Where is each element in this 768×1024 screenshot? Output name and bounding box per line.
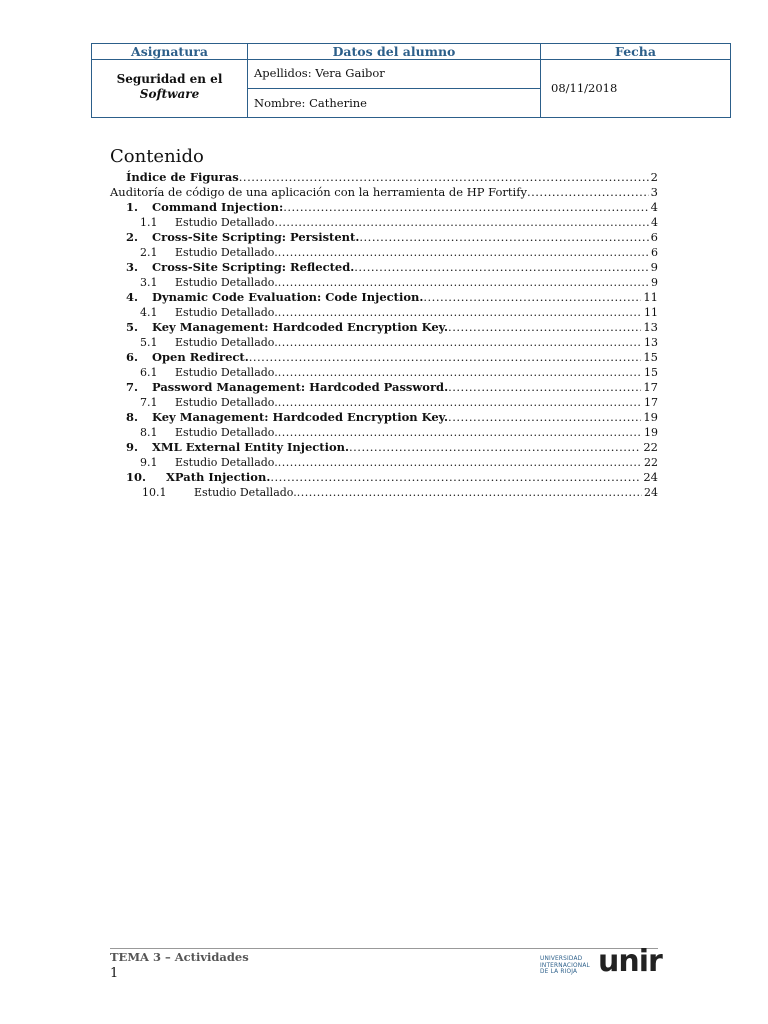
toc-entry-label: Estudio Detallado: [175, 216, 275, 229]
logo-unir-text: unir: [598, 944, 662, 979]
toc-entry[interactable]: [110, 485, 658, 500]
toc-entry-label: XML External Entity Injection.: [152, 440, 349, 454]
toc-entry-label: Estudio Detallado.: [194, 486, 297, 499]
subject-line2: Software: [139, 87, 200, 101]
toc-entry[interactable]: [110, 275, 658, 290]
toc-entry-number: 6.1: [140, 366, 158, 379]
toc-leader-dots: [448, 410, 641, 425]
toc-entry-number: 4.: [126, 290, 139, 304]
toc-entry-number: 10.: [126, 470, 147, 484]
toc-entry[interactable]: [110, 410, 658, 425]
toc-entry-page: 24: [643, 470, 658, 484]
toc-entry-number: 2.: [126, 230, 139, 244]
toc-entry[interactable]: [110, 245, 658, 260]
toc-entry-page: 19: [644, 426, 658, 439]
toc-leader-dots: [527, 185, 649, 200]
toc-leader-dots: [354, 260, 648, 275]
toc-entry[interactable]: [110, 185, 658, 200]
header-table: [91, 43, 731, 118]
toc-entry-page: 6: [651, 246, 658, 259]
toc-entry-label: Auditoría de código de una aplicación con la herramienta de HP Fortify: [110, 185, 527, 199]
toc-leader-dots: [278, 455, 642, 470]
header-student-title: Datos del alumno: [247, 44, 540, 60]
toc-entry-label: Estudio Detallado.: [175, 336, 278, 349]
toc-entry[interactable]: [110, 470, 658, 485]
toc-entry-number: 1.1: [140, 216, 158, 229]
toc-entry-label: XPath Injection.: [166, 470, 271, 484]
toc-leader-dots: [359, 230, 648, 245]
logo-university-text: UNIVERSIDAD INTERNACIONAL DE LA RIOJA: [540, 956, 590, 975]
footer-page-number: 1: [110, 966, 119, 981]
toc-entry[interactable]: [110, 395, 658, 410]
toc-entry-number: 1.: [126, 200, 139, 214]
toc-entry-label: Cross-Site Scripting: Persistent.: [152, 230, 360, 244]
toc-entry-number: 10.1: [142, 486, 167, 499]
toc-entry-page: 13: [643, 320, 658, 334]
toc-leader-dots: [239, 170, 649, 185]
toc-leader-dots: [278, 365, 642, 380]
toc-entry-page: 4: [651, 216, 658, 229]
toc-entry-number: 5.: [126, 320, 139, 334]
toc-entry-label: Cross-Site Scripting: Reflected.: [152, 260, 355, 274]
footer-topic: TEMA 3 – Actividades: [110, 950, 249, 964]
toc-entry[interactable]: [110, 350, 658, 365]
toc-leader-dots: [448, 320, 641, 335]
toc-leader-dots: [283, 200, 648, 215]
surnames-field: Apellidos: Vera Gaibor: [247, 60, 540, 89]
toc-entry-number: 8.: [126, 410, 139, 424]
toc-leader-dots: [278, 275, 649, 290]
toc-entry[interactable]: [110, 200, 658, 215]
header-date-title: Fecha: [540, 44, 730, 60]
toc-leader-dots: [297, 485, 642, 500]
toc-entry-label: Command Injection:: [152, 200, 284, 214]
footer-divider: [110, 948, 658, 949]
toc-leader-dots: [423, 290, 641, 305]
toc-entry-label: Estudio Detallado.: [175, 396, 278, 409]
toc-entry-number: 8.1: [140, 426, 158, 439]
toc-entry-number: 7.1: [140, 396, 158, 409]
toc-entry-label: Open Redirect.: [152, 350, 249, 364]
toc-entry[interactable]: [110, 440, 658, 455]
toc-entry-label: Password Management: Hardcoded Password.: [152, 380, 449, 394]
toc-entry-page: 11: [644, 306, 658, 319]
toc-entry-page: 22: [643, 440, 658, 454]
toc-entry-label: Estudio Detallado.: [175, 306, 278, 319]
subject-line1: Seguridad en el: [116, 72, 223, 86]
header-subject-title: Asignatura: [92, 44, 247, 60]
toc-entry[interactable]: [110, 455, 658, 470]
toc-entry-page: 15: [644, 366, 658, 379]
toc-leader-dots: [278, 425, 642, 440]
toc-leader-dots: [448, 380, 641, 395]
toc-leader-dots: [278, 245, 649, 260]
name-field: Nombre: Catherine: [247, 89, 540, 117]
toc-entry-label: Estudio Detallado.: [175, 276, 278, 289]
toc-entry-page: 9: [650, 260, 658, 274]
table-of-contents: [110, 170, 658, 500]
toc-entry[interactable]: [110, 215, 658, 230]
toc-entry[interactable]: [110, 290, 658, 305]
toc-entry[interactable]: [110, 365, 658, 380]
toc-entry[interactable]: [110, 320, 658, 335]
toc-entry-page: 11: [643, 290, 658, 304]
toc-entry[interactable]: [110, 425, 658, 440]
toc-entry[interactable]: [110, 170, 658, 185]
toc-entry-page: 17: [643, 380, 658, 394]
toc-entry-number: 7.: [126, 380, 139, 394]
toc-entry[interactable]: [110, 380, 658, 395]
toc-entry-page: 13: [644, 336, 658, 349]
unir-logo: [540, 944, 680, 986]
toc-entry-number: 6.: [126, 350, 139, 364]
toc-entry-label: Estudio Detallado.: [175, 246, 278, 259]
toc-entry-page: 2: [650, 170, 658, 184]
toc-entry-page: 3: [650, 185, 658, 199]
toc-entry-label: Key Management: Hardcoded Encryption Key.: [152, 410, 449, 424]
toc-entry[interactable]: [110, 230, 658, 245]
toc-entry-page: 19: [643, 410, 658, 424]
toc-entry-label: Estudio Detallado.: [175, 426, 278, 439]
toc-leader-dots: [278, 395, 642, 410]
toc-entry[interactable]: [110, 305, 658, 320]
toc-leader-dots: [270, 470, 641, 485]
toc-entry-label: Key Management: Hardcoded Encryption Key.: [152, 320, 449, 334]
toc-leader-dots: [274, 215, 649, 230]
toc-leader-dots: [349, 440, 641, 455]
toc-leader-dots: [278, 305, 642, 320]
toc-entry-label: Estudio Detallado.: [175, 456, 278, 469]
toc-entry-page: 9: [651, 276, 658, 289]
toc-entry[interactable]: [110, 260, 658, 275]
toc-entry-number: 5.1: [140, 336, 158, 349]
toc-entry-number: 3.1: [140, 276, 158, 289]
toc-entry-page: 15: [643, 350, 658, 364]
toc-entry[interactable]: [110, 335, 658, 350]
toc-entry-number: 9.1: [140, 456, 158, 469]
toc-entry-page: 4: [650, 200, 658, 214]
toc-entry-number: 2.1: [140, 246, 158, 259]
toc-entry-label: Índice de Figuras: [126, 170, 239, 184]
toc-leader-dots: [249, 350, 642, 365]
toc-leader-dots: [278, 335, 642, 350]
toc-entry-page: 6: [650, 230, 658, 244]
toc-entry-number: 3.: [126, 260, 139, 274]
toc-entry-number: 9.: [126, 440, 139, 454]
toc-entry-label: Estudio Detallado.: [175, 366, 278, 379]
toc-title: Contenido: [110, 146, 204, 167]
subject-cell: [92, 60, 247, 117]
toc-entry-number: 4.1: [140, 306, 158, 319]
toc-entry-label: Dynamic Code Evaluation: Code Injection.: [152, 290, 424, 304]
toc-entry-page: 22: [644, 456, 658, 469]
toc-entry-page: 17: [644, 396, 658, 409]
date-field: 08/11/2018: [540, 60, 730, 117]
toc-entry-page: 24: [644, 486, 658, 499]
